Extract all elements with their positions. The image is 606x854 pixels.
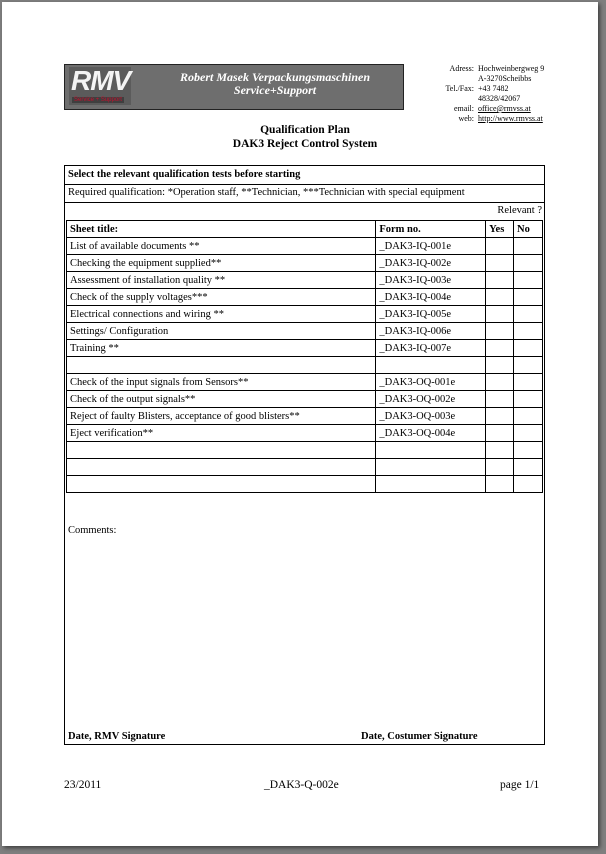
form-no-header: Form no.: [376, 221, 486, 238]
no-checkbox-cell[interactable]: [514, 357, 543, 374]
table-row: [67, 425, 543, 442]
document-title: Qualification Plan: [260, 124, 350, 136]
form-number: _DAK3-OQ-002e: [376, 391, 486, 408]
yes-checkbox-cell[interactable]: [486, 272, 514, 289]
required-qualification: Required qualification: *Operation staff, **Technician, ***Technician with special equipment: [68, 187, 465, 198]
table-row: [67, 357, 543, 374]
table-row: [67, 459, 543, 476]
table-row: [67, 289, 543, 306]
no-header: No: [514, 221, 543, 238]
form-number: _DAK3-IQ-005e: [376, 306, 486, 323]
sheet-title: Electrical connections and wiring **: [67, 306, 376, 323]
company-name: [157, 71, 393, 97]
sheet-title: Assessment of installation quality **: [67, 272, 376, 289]
company-line-2: Service+Support: [233, 83, 317, 97]
yes-checkbox-cell[interactable]: [486, 340, 514, 357]
no-checkbox-cell[interactable]: [514, 255, 543, 272]
company-header-banner: [64, 64, 404, 110]
company-line-1: Robert Masek Verpackungsmaschinen: [179, 70, 371, 84]
form-number: _DAK3-OQ-001e: [376, 374, 486, 391]
form-number: [376, 459, 486, 476]
table-row: [67, 442, 543, 459]
sheet-title: List of available documents **: [67, 238, 376, 255]
address-row: [432, 104, 547, 114]
address-label: web:: [458, 114, 474, 123]
address-label: [432, 74, 478, 84]
no-checkbox-cell[interactable]: [514, 442, 543, 459]
yes-checkbox-cell[interactable]: [486, 408, 514, 425]
email-link[interactable]: office@rmvss.at: [478, 104, 531, 113]
form-number: [376, 476, 486, 493]
relevant-label: Relevant ?: [497, 205, 542, 216]
comments-label: Comments:: [68, 525, 117, 536]
rmv-signature-label: Date, RMV Signature: [68, 731, 166, 742]
divider: [65, 184, 544, 185]
form-number: _DAK3-IQ-004e: [376, 289, 486, 306]
yes-checkbox-cell[interactable]: [486, 391, 514, 408]
no-checkbox-cell[interactable]: [514, 238, 543, 255]
address-row: [432, 74, 547, 84]
sheet-title: Eject verification**: [67, 425, 376, 442]
table-row: [67, 374, 543, 391]
no-checkbox-cell[interactable]: [514, 425, 543, 442]
address-row: [432, 114, 547, 124]
sheet-title: Reject of faulty Blisters, acceptance of good blisters**: [67, 408, 376, 425]
yes-checkbox-cell[interactable]: [486, 289, 514, 306]
web-link[interactable]: http://www.rmvss.at: [478, 114, 543, 123]
footer-date: 23/2011: [64, 779, 102, 791]
form-number: [376, 442, 486, 459]
no-checkbox-cell[interactable]: [514, 289, 543, 306]
form-number: _DAK3-OQ-003e: [376, 408, 486, 425]
yes-checkbox-cell[interactable]: [486, 476, 514, 493]
form-instruction: Select the relevant qualification tests before starting: [68, 169, 301, 180]
sheet-title: [67, 357, 376, 374]
no-checkbox-cell[interactable]: [514, 476, 543, 493]
yes-checkbox-cell[interactable]: [486, 306, 514, 323]
footer-doc-number: _DAK3-Q-002e: [264, 779, 339, 791]
yes-checkbox-cell[interactable]: [486, 238, 514, 255]
table-row: [67, 323, 543, 340]
table-row: [67, 340, 543, 357]
yes-header: Yes: [486, 221, 514, 238]
table-row: [67, 408, 543, 425]
no-checkbox-cell[interactable]: [514, 374, 543, 391]
address-row: [432, 84, 547, 104]
rmv-logo: [69, 67, 131, 105]
logo-text: RMV: [71, 65, 131, 96]
address-city: A-3270Scheibbs: [478, 74, 532, 83]
address-label: Tel./Fax:: [445, 84, 474, 93]
sheet-title: Check of the supply voltages***: [67, 289, 376, 306]
customer-signature-label: Date, Costumer Signature: [361, 731, 478, 742]
table-row: [67, 306, 543, 323]
form-number: _DAK3-IQ-001e: [376, 238, 486, 255]
sheet-title-header: Sheet title:: [67, 221, 376, 238]
form-number: _DAK3-OQ-004e: [376, 425, 486, 442]
address-block: [432, 64, 547, 124]
form-number: _DAK3-IQ-006e: [376, 323, 486, 340]
sheet-title: [67, 442, 376, 459]
no-checkbox-cell[interactable]: [514, 323, 543, 340]
sheet-title: Checking the equipment supplied**: [67, 255, 376, 272]
divider: [65, 202, 544, 203]
no-checkbox-cell[interactable]: [514, 340, 543, 357]
address-label: Adress:: [449, 64, 474, 73]
logo-subtext: Service + Support: [74, 97, 122, 103]
address-street: Hochweinbergweg 9: [478, 64, 545, 73]
yes-checkbox-cell[interactable]: [486, 357, 514, 374]
address-row: [432, 64, 547, 74]
form-number: _DAK3-IQ-003e: [376, 272, 486, 289]
sheet-title: Check of the input signals from Sensors**: [67, 374, 376, 391]
sheet-title: Settings/ Configuration: [67, 323, 376, 340]
no-checkbox-cell[interactable]: [514, 391, 543, 408]
yes-checkbox-cell[interactable]: [486, 255, 514, 272]
no-checkbox-cell[interactable]: [514, 272, 543, 289]
form-number: [376, 357, 486, 374]
sheet-title: [67, 459, 376, 476]
no-checkbox-cell[interactable]: [514, 459, 543, 476]
no-checkbox-cell[interactable]: [514, 408, 543, 425]
sheet-title: [67, 476, 376, 493]
document-subtitle: DAK3 Reject Control System: [232, 138, 378, 150]
yes-checkbox-cell[interactable]: [486, 323, 514, 340]
yes-checkbox-cell[interactable]: [486, 442, 514, 459]
yes-checkbox-cell[interactable]: [486, 374, 514, 391]
table-row: [67, 255, 543, 272]
table-row: [67, 391, 543, 408]
yes-checkbox-cell[interactable]: [486, 459, 514, 476]
sheet-title: Training **: [67, 340, 376, 357]
table-header-row: [67, 221, 543, 238]
qualification-table: [66, 220, 543, 493]
yes-checkbox-cell[interactable]: [486, 425, 514, 442]
no-checkbox-cell[interactable]: [514, 306, 543, 323]
address-phone: +43 7482 48328/42067: [478, 84, 521, 103]
table-row: [67, 476, 543, 493]
document-page: [2, 2, 598, 846]
qualification-form: [64, 165, 545, 745]
form-number: _DAK3-IQ-002e: [376, 255, 486, 272]
form-number: _DAK3-IQ-007e: [376, 340, 486, 357]
table-row: [67, 272, 543, 289]
address-label: email:: [454, 104, 474, 113]
sheet-title: Check of the output signals**: [67, 391, 376, 408]
table-row: [67, 238, 543, 255]
footer-page: page 1/1: [500, 779, 540, 791]
